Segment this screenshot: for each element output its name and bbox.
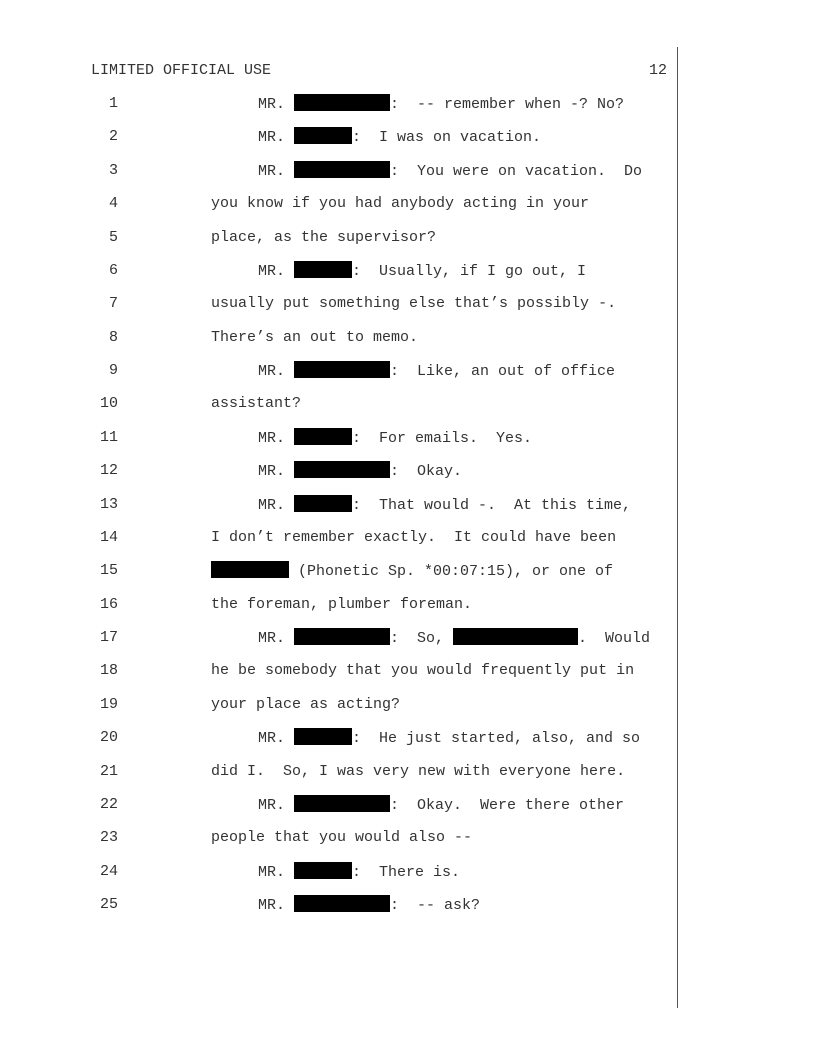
- transcript-line: [0, 628, 816, 648]
- line-text-mid: : So,: [390, 630, 454, 648]
- line-text-after: (Phonetic Sp. *00:07:15), or one of: [289, 563, 614, 581]
- speaker-prefix: MR.: [258, 96, 286, 113]
- transcript-line: [0, 495, 816, 515]
- transcript-line: [0, 561, 816, 581]
- speaker-prefix: MR.: [258, 897, 286, 915]
- redaction-block: [211, 561, 289, 578]
- redaction-block: [294, 94, 390, 111]
- speaker-line: [258, 862, 460, 883]
- line-text-after: : Okay.: [390, 463, 463, 481]
- redaction-block: [294, 127, 352, 144]
- transcript-line: [0, 895, 816, 915]
- line-text-after: : -- remember when -? No?: [390, 96, 625, 113]
- page-number: 12: [649, 62, 668, 79]
- speaker-line: [258, 361, 615, 382]
- line-text: the foreman, plumber foreman.: [211, 595, 473, 613]
- redaction-block: [294, 361, 390, 378]
- speaker-prefix: MR.: [258, 496, 286, 514]
- transcript-line: [0, 361, 816, 381]
- speaker-line: [258, 728, 640, 749]
- line-number: 6: [108, 261, 118, 279]
- speaker-prefix: MR.: [258, 796, 286, 814]
- line-text-after: : I was on vacation.: [352, 129, 542, 147]
- transcript-line: [0, 228, 816, 248]
- line-number: 24: [99, 862, 118, 880]
- line-text-after: : Usually, if I go out, I: [352, 262, 587, 280]
- line-number: 21: [99, 762, 118, 780]
- line-text: usually put something else that’s possibly -.: [211, 295, 617, 313]
- redaction-block: [294, 728, 352, 745]
- line-text-after: : -- ask?: [390, 897, 481, 915]
- transcript-line: [0, 828, 816, 848]
- redaction-block: [453, 628, 578, 645]
- speaker-prefix: MR.: [258, 363, 286, 381]
- speaker-line: [258, 161, 642, 182]
- line-text: did I. So, I was very new with everyone here.: [211, 762, 626, 780]
- redaction-block: [294, 261, 352, 278]
- line-number: 4: [108, 195, 118, 213]
- transcript-line: [0, 862, 816, 882]
- speaker-line: [258, 495, 631, 516]
- transcript-line: [0, 428, 816, 448]
- speaker-prefix: MR.: [258, 630, 286, 648]
- line-number: 19: [99, 695, 118, 713]
- transcript-line: [0, 127, 816, 147]
- line-text: he be somebody that you would frequently put in: [211, 662, 635, 680]
- line-number: 15: [99, 562, 118, 580]
- speaker-line: [258, 795, 624, 816]
- line-number: 17: [99, 629, 118, 647]
- speaker-line: [258, 461, 462, 482]
- transcript-line: [0, 661, 816, 681]
- transcript-line: [0, 94, 816, 114]
- line-text: place, as the supervisor?: [211, 228, 437, 246]
- transcript-line: [0, 528, 816, 548]
- speaker-line: [258, 94, 624, 115]
- line-text-after: : You were on vacation. Do: [390, 162, 643, 180]
- speaker-prefix: MR.: [258, 262, 286, 280]
- transcript-line: [0, 695, 816, 715]
- speaker-prefix: MR.: [258, 129, 286, 147]
- line-number: 20: [99, 729, 118, 747]
- line-number: 23: [99, 829, 118, 847]
- classification-header: LIMITED OFFICIAL USE: [91, 62, 272, 79]
- redaction-block: [294, 495, 352, 512]
- line-number: 8: [108, 328, 118, 346]
- transcript-line: [0, 194, 816, 214]
- line-number: 11: [99, 428, 118, 446]
- speaker-line: [258, 628, 650, 649]
- line-number: 7: [108, 295, 118, 313]
- speaker-prefix: MR.: [258, 730, 286, 748]
- line-number: 12: [99, 462, 118, 480]
- redaction-block: [294, 862, 352, 879]
- redaction-block: [294, 628, 390, 645]
- line-text-after: : He just started, also, and so: [352, 730, 641, 748]
- redaction-block: [294, 428, 352, 445]
- line-text-after: : For emails. Yes.: [352, 429, 533, 447]
- line-number: 3: [108, 161, 118, 179]
- transcript-line: [0, 762, 816, 782]
- line-number: 25: [99, 896, 118, 914]
- redaction-block: [294, 161, 390, 178]
- line-text: your place as acting?: [211, 695, 401, 713]
- line-text-after: : There is.: [352, 863, 461, 881]
- transcript-line: [0, 294, 816, 314]
- line-text-after: : That would -. At this time,: [352, 496, 632, 514]
- transcript-line: [0, 328, 816, 348]
- redaction-block: [294, 895, 390, 912]
- speaker-line: [258, 428, 532, 449]
- transcript-line: [0, 728, 816, 748]
- line-text-after: . Would: [578, 630, 651, 648]
- speaker-prefix: MR.: [258, 463, 286, 481]
- line-text: [211, 561, 613, 582]
- transcript-line: [0, 795, 816, 815]
- line-number: 1: [108, 95, 118, 112]
- line-number: 2: [108, 128, 118, 146]
- line-text: I don’t remember exactly. It could have been: [211, 528, 617, 546]
- transcript-line: [0, 461, 816, 481]
- speaker-line: [258, 261, 586, 282]
- line-text: assistant?: [211, 395, 302, 413]
- line-number: 16: [99, 595, 118, 613]
- transcript-line: [0, 261, 816, 281]
- speaker-line: [258, 895, 480, 916]
- redaction-block: [294, 795, 390, 812]
- line-text-after: : Okay. Were there other: [390, 796, 625, 814]
- line-number: 13: [99, 495, 118, 513]
- line-number: 22: [99, 795, 118, 813]
- line-text: people that you would also --: [211, 829, 473, 847]
- line-text-after: : Like, an out of office: [390, 363, 616, 381]
- line-number: 5: [108, 228, 118, 246]
- speaker-line: [258, 127, 541, 148]
- line-text: you know if you had anybody acting in your: [211, 195, 590, 213]
- speaker-prefix: MR.: [258, 429, 286, 447]
- transcript-line: [0, 595, 816, 615]
- transcript-line: [0, 161, 816, 181]
- speaker-prefix: MR.: [258, 162, 286, 180]
- line-number: 18: [99, 662, 118, 680]
- line-number: 14: [99, 528, 118, 546]
- line-text: There’s an out to memo.: [211, 328, 419, 346]
- line-number: 10: [99, 395, 118, 413]
- transcript-line: [0, 394, 816, 414]
- speaker-prefix: MR.: [258, 863, 286, 881]
- redaction-block: [294, 461, 390, 478]
- line-number: 9: [108, 362, 118, 380]
